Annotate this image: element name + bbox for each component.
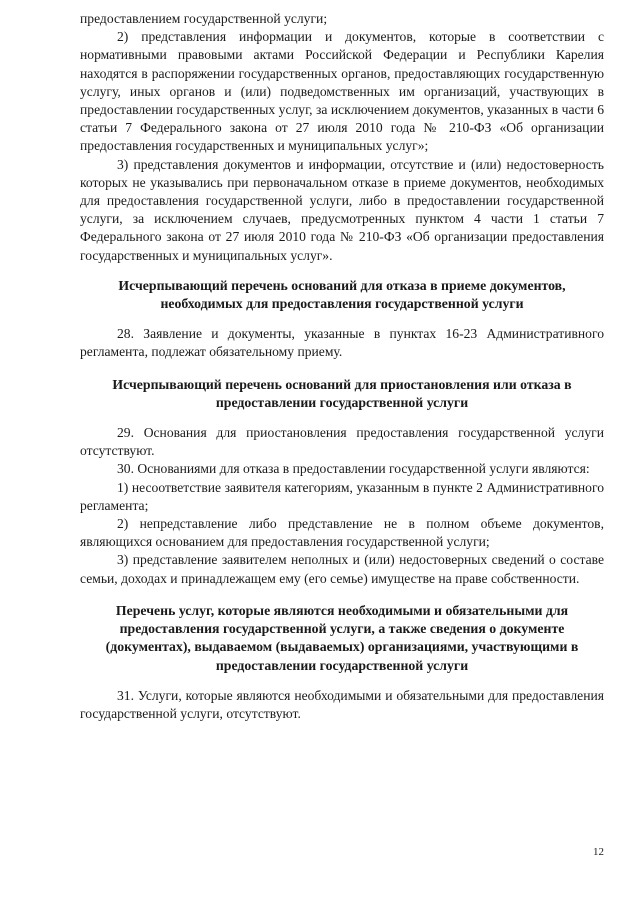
paragraph-continuation: предоставлением государственной услуги;	[80, 11, 328, 26]
paragraph-30: 30. Основаниями для отказа в предоставлении государственной услуги являются:	[117, 461, 590, 477]
section-heading-refusal-acceptance: Исчерпывающий перечень оснований для отказа в приеме документов, необходимых для предоставления государственной услуги	[118, 277, 566, 312]
paragraph-30-item-1: 1) несоответствие заявителя категориям, указанным в пункте 2 Административного регламента;	[80, 479, 604, 513]
paragraph-28: 28. Заявление и документы, указанные в пунктах 16-23 Административного регламента, подлежат обязательному приему.	[80, 326, 604, 360]
paragraph-30-item-3: 3) представление заявителем неполных и (или) недостоверных сведений о составе семьи, доходах и принадлежащем ему (его семье) имуществе на праве собственности.	[80, 552, 604, 586]
paragraph-30-item-2: 2) непредставление либо представление не в полном объеме документов, являющихся основанием для предоставления государственной услуги;	[80, 516, 604, 550]
document-body	[80, 10, 604, 723]
list-item-3: 3) представления документов и информации, отсутствие и (или) недостоверность которых не указывались при первоначальном отказе в приеме документов, необходимых для предоставления государственной услуги, либо в предоставлении государственной услуги, за исключением случаев, предусмотренных пунктом 4 части 1 статьи 7 Федерального закона от 27 июля 2010 года № 210-ФЗ «Об организации предоставления государственных и муниципальных услуг».	[80, 156, 604, 263]
list-item-2: 2) представления информации и документов, которые в соответствии с нормативными правовыми актами Российской Федерации и Республики Карелия находятся в распоряжении государственных органов, предоставляющих государственную услугу, иных органов и (или) подведомственных им организаций, участвующих в предоставлении государственных услуг, за исключением документов, указанных в части 6 статьи 7 Федерального закона от 27 июля 2010 года № 210-ФЗ «Об организации предоставления государственных и муниципальных услуг»;	[80, 29, 604, 154]
section-heading-suspension-refusal: Исчерпывающий перечень оснований для приостановления или отказа в предоставлении государственной услуги	[112, 376, 572, 410]
paragraph-29: 29. Основания для приостановления предоставления государственной услуги отсутствуют.	[80, 425, 604, 459]
paragraph-31: 31. Услуги, которые являются необходимыми и обязательными для предоставления государственной услуги, отсутствуют.	[80, 687, 604, 721]
page-number: 12	[593, 846, 604, 858]
section-heading-required-services: Перечень услуг, которые являются необходимыми и обязательными для предоставления государственной услуги, а также сведения о документе (документах), выдаваемом (выдаваемых) организациями, участвующими в предоставлении государственной услуги	[105, 602, 579, 673]
